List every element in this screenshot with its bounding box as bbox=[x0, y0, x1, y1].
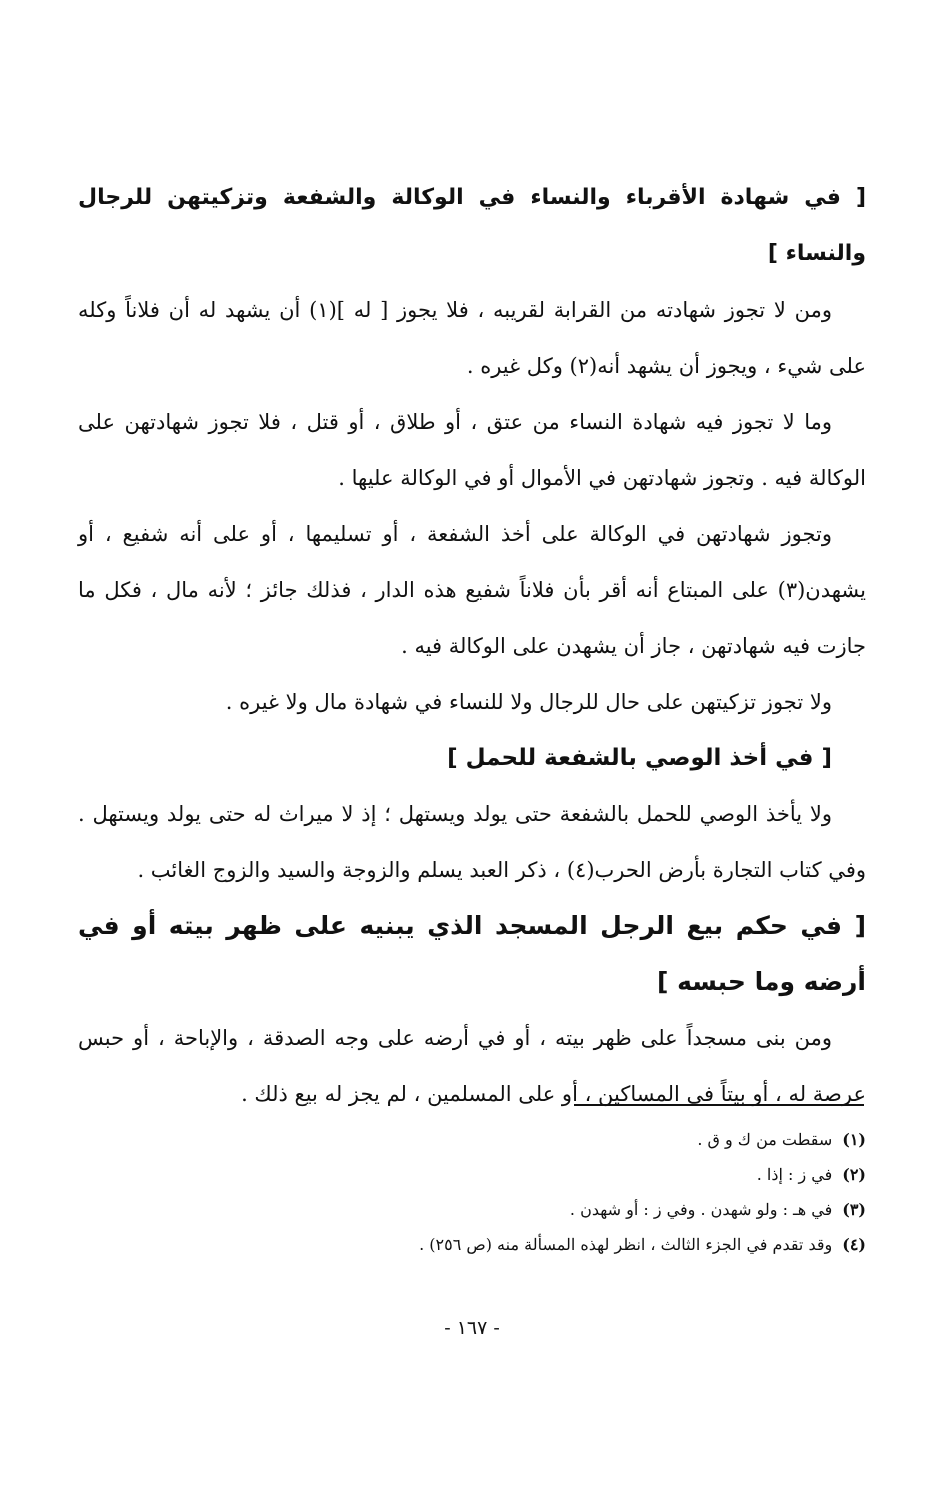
footnote-number: (١) bbox=[842, 1130, 866, 1149]
footnote-number: (٢) bbox=[842, 1165, 866, 1184]
footnote-number: (٤) bbox=[842, 1235, 866, 1254]
section-heading-mosque-sale: [ في حكم بيع الرجل المسجد الذي يبنيه على ظهر بيته أو في أرضه وما حبسه ] bbox=[78, 911, 866, 996]
footnote bbox=[78, 1192, 866, 1227]
footnote bbox=[78, 1227, 866, 1262]
footnote bbox=[78, 1157, 866, 1192]
footnote-number: (٣) bbox=[842, 1200, 866, 1219]
paragraph: ومن لا تجوز شهادته من القرابة لقريبه ، فلا يجوز [ له ](١) أن يشهد له أن فلاناً وكله على شيء ، ويجوز أن يشهد أنه(٢) وكل غيره . bbox=[78, 298, 866, 378]
paragraph: وتجوز شهادتهن في الوكالة على أخذ الشفعة ، أو تسليمها ، أو على أنه شفيع ، أو يشهدن(٣) على المبتاع أنه أقر بأن فلاناً شفيع هذه الدار ، فذلك جائز ؛ لأنه مال ، فكل ما جازت فيه شهادتهن ، جاز أن يشهدن على الوكالة فيه . bbox=[78, 522, 866, 658]
section-heading-witness-relatives: [ في شهادة الأقرباء والنساء في الوكالة والشفعة وتزكيتهن للرجال والنساء ] bbox=[78, 185, 866, 266]
footnote bbox=[78, 1122, 866, 1157]
footnote-text: وقد تقدم في الجزء الثالث ، انظر لهذه المسألة منه (ص ٢٥٦) . bbox=[419, 1235, 833, 1254]
main-text bbox=[78, 170, 866, 1122]
page-number: - ١٦٧ - bbox=[444, 1317, 500, 1339]
footnote-text: في هـ : ولو شهدن . وفي ز : أو شهدن . bbox=[569, 1200, 833, 1219]
footnote-text: سقطت من ك و ق . bbox=[697, 1130, 833, 1149]
paragraph: ولا يأخذ الوصي للحمل بالشفعة حتى يولد ويستهل ؛ إذ لا ميراث له حتى يولد ويستهل . وفي كتاب التجارة بأرض الحرب(٤) ، ذكر العبد يسلم والزوجة والسيد والزوج الغائب . bbox=[78, 802, 866, 882]
footnote-text: في ز : إذا . bbox=[756, 1165, 833, 1184]
footnotes bbox=[78, 1122, 866, 1262]
paragraph: وما لا تجوز فيه شهادة النساء من عتق ، أو طلاق ، أو قتل ، فلا تجوز شهادتهن على الوكالة فيه . وتجوز شهادتهن في الأموال أو في الوكالة عليها . bbox=[78, 410, 866, 490]
footnote-separator bbox=[574, 1104, 864, 1106]
paragraph: ومن بنى مسجداً على ظهر بيته ، أو في أرضه على وجه الصدقة ، والإباحة ، أو حبس عرصة له ، أو بيتاً في المساكين ، أو على المسلمين ، لم يجز له بيع ذلك . bbox=[78, 1026, 866, 1106]
paragraph: ولا تجوز تزكيتهن على حال للرجال ولا للنساء في شهادة مال ولا غيره . bbox=[225, 690, 832, 714]
section-heading-guardian-preemption: [ في أخذ الوصي بالشفعة للحمل ] bbox=[447, 745, 832, 771]
